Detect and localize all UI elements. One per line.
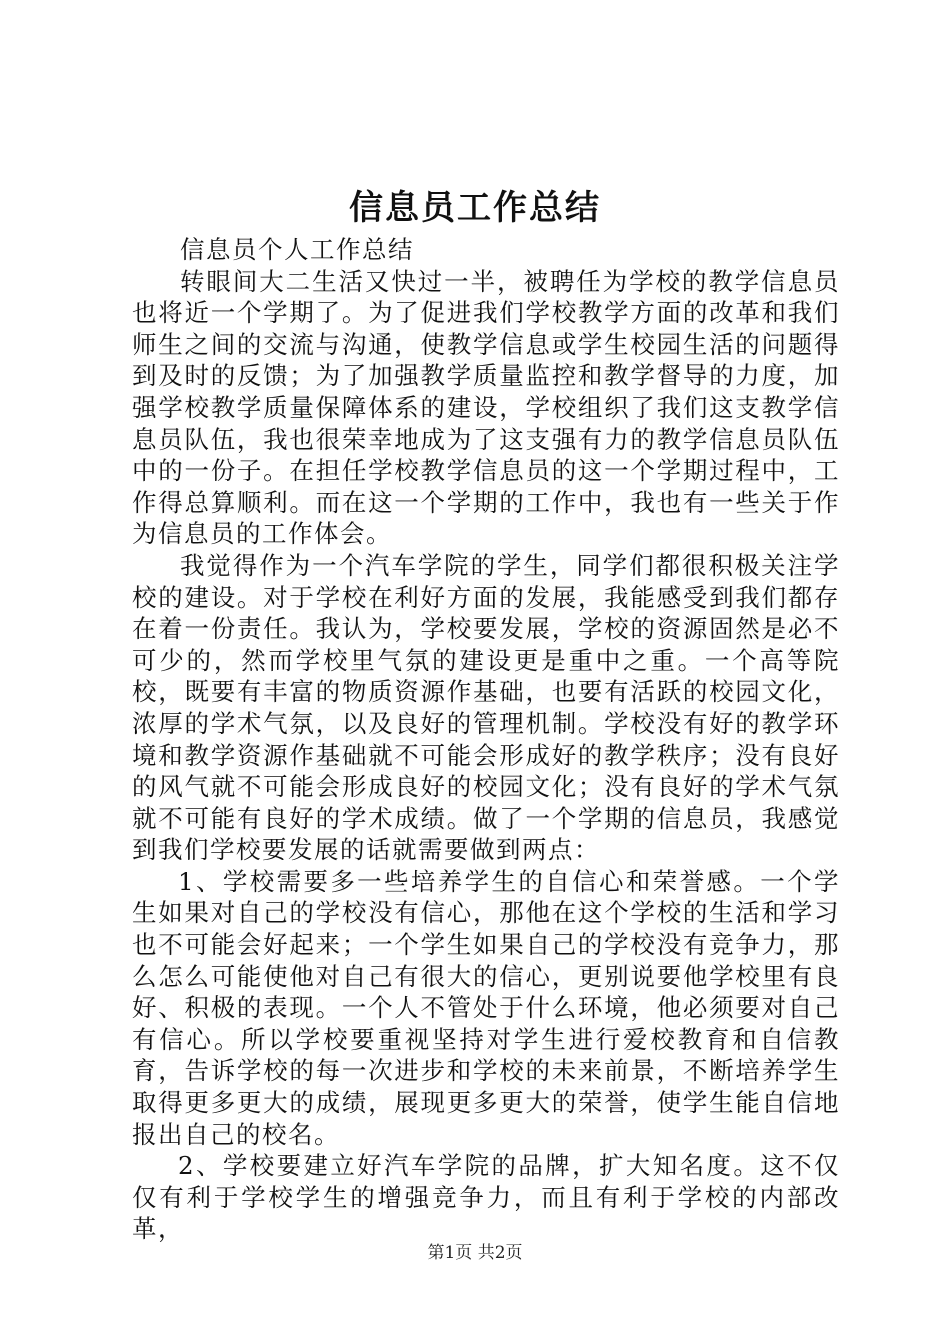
paragraph-point-2: 2、学校要建立好汽车学院的品牌，扩大知名度。这不仅仅有利于学校学生的增强竞争力，而且有利于学校的内部改革， xyxy=(132,1151,840,1244)
document-body xyxy=(132,234,840,1245)
paragraph-point-1: 1、学校需要多一些培养学生的自信心和荣誉感。一个学生如果对自己的学校没有信心，那他在这个学校的生活和学习也不可能会好起来；一个学生如果自己的学校没有竞争力，那么怎么可能使他对自己有很大的信心，更别说要他学校里有良好、积极的表现。一个人不管处于什么环境，他必须要对自己有信心。所以学校要重视坚持对学生进行爱校教育和自信教育，告诉学校的每一次进步和学校的未来前景，不断培养学生取得更多更大的成绩，展现更多更大的荣誉，使学生能自信地报出自己的校名。 xyxy=(132,866,840,1149)
document-subtitle: 信息员个人工作总结 xyxy=(180,235,414,264)
page-number-footer: 第1页 共2页 xyxy=(427,1243,523,1263)
document-title: 信息员工作总结 xyxy=(349,188,601,228)
paragraph-opinion: 我觉得作为一个汽车学院的学生，同学们都很积极关注学校的建设。对于学校在利好方面的发展，我能感受到我们都存在着一份责任。我认为，学校要发展，学校的资源固然是必不可少的，然而学校里气氛的建设更是重中之重。一个高等院校，既要有丰富的物质资源作基础，也要有活跃的校园文化，浓厚的学术气氛，以及良好的管理机制。学校没有好的教学环境和教学资源作基础就不可能会形成好的教学秩序；没有良好的风气就不可能会形成良好的校园文化；没有良好的学术气氛就不可能有良好的学术成绩。做了一个学期的信息员，我感觉到我们学校要发展的话就需要做到两点： xyxy=(132,550,840,865)
paragraph-intro: 转眼间大二生活又快过一半，被聘任为学校的教学信息员也将近一个学期了。为了促进我们学校教学方面的改革和我们师生之间的交流与沟通，使教学信息或学生校园生活的问题得到及时的反馈；为了加强教学质量监控和教学督导的力度，加强学校教学质量保障体系的建设，学校组织了我们这支教学信息员队伍，我也很荣幸地成为了这支强有力的教学信息员队伍中的一份子。在担任学校教学信息员的这一个学期过程中，工作得总算顺利。而在这一个学期的工作中，我也有一些关于作为信息员的工作体会。 xyxy=(132,266,840,549)
